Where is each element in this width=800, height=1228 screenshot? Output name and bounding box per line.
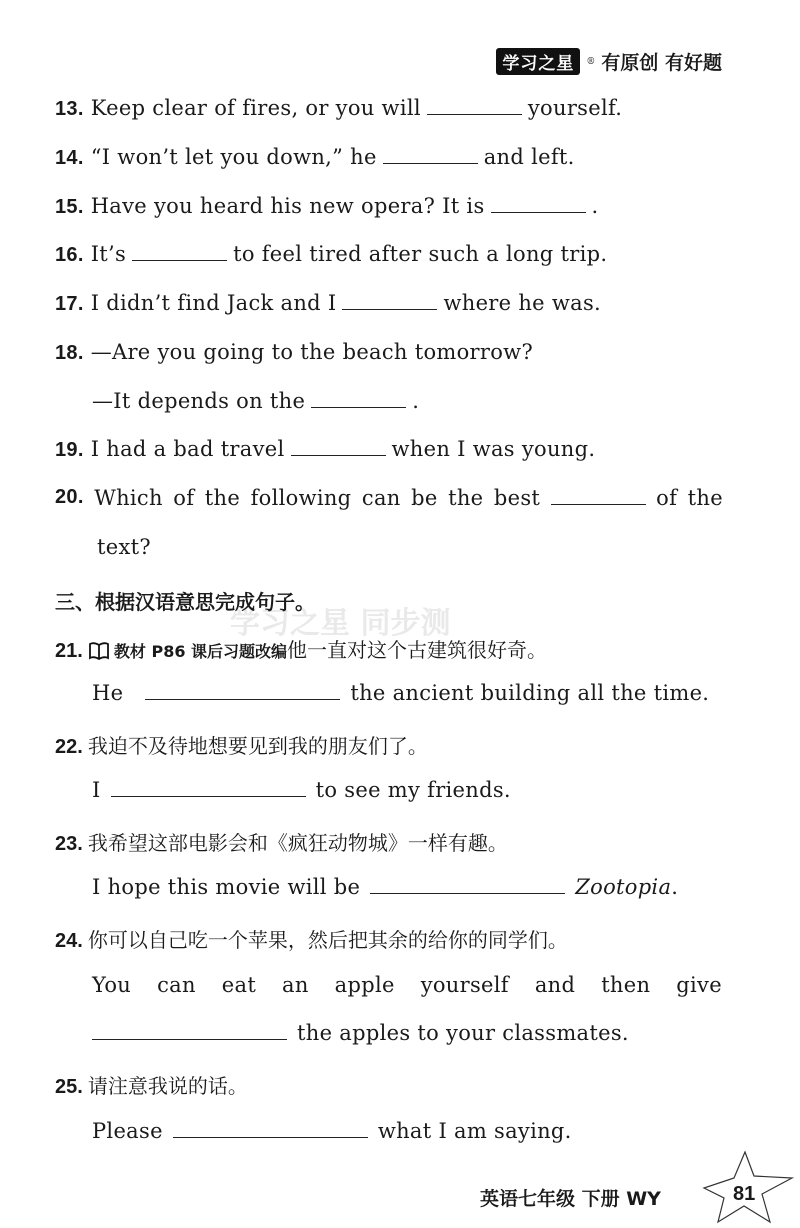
question-21-answer: [92, 681, 709, 705]
question-text: to see my friends.: [315, 778, 511, 802]
brand-slogan: 有原创 有好题: [601, 52, 722, 74]
word: yourself: [420, 973, 509, 997]
question-24-answer-line2: [92, 1021, 629, 1045]
punctuation: .: [671, 875, 679, 899]
word: the: [448, 486, 484, 510]
answer-blank[interactable]: [383, 145, 478, 164]
word: an: [282, 973, 309, 997]
question-text: —Are you going to the beach tomorrow?: [90, 340, 534, 364]
question-19: [55, 437, 595, 462]
answer-blank[interactable]: [132, 242, 227, 261]
answer-blank[interactable]: [311, 389, 406, 408]
question-text: He: [92, 681, 124, 705]
question-23-prompt: [55, 827, 508, 856]
question-14: [55, 145, 575, 170]
word: best: [493, 486, 541, 510]
chinese-sentence: 请注意我说的话。: [87, 1074, 248, 1098]
word: and: [534, 973, 576, 997]
word: give: [676, 973, 722, 997]
source-tag: 教材 P86 课后习题改编: [113, 642, 288, 661]
section-title: 三、根据汉语意思完成句子。: [55, 590, 315, 614]
chinese-sentence: 他一直对这个古建筑很好奇。: [287, 638, 548, 662]
question-number: 18.: [55, 342, 84, 364]
question-25-answer: [92, 1119, 572, 1143]
question-text: the ancient building all the time.: [350, 681, 710, 705]
question-18-reply: [92, 389, 419, 413]
question-text: I: [92, 778, 101, 802]
word: can: [157, 973, 196, 997]
question-13: [55, 96, 622, 121]
question-text: the apples to your classmates.: [297, 1021, 629, 1045]
question-text: and left.: [483, 145, 575, 169]
chinese-sentence: 我迫不及待地想要见到我的朋友们了。: [87, 734, 428, 758]
answer-blank[interactable]: [145, 681, 340, 700]
question-text: I hope this movie will be: [92, 875, 361, 899]
page-number: 81: [733, 1183, 756, 1205]
answer-blank[interactable]: [370, 875, 565, 894]
brand-logo: 学习之星: [496, 48, 580, 75]
question-22-prompt: [55, 730, 428, 759]
word: eat: [221, 973, 257, 997]
question-17: [55, 291, 601, 316]
question-text: when I was young.: [391, 437, 596, 461]
answer-blank[interactable]: [111, 778, 306, 797]
answer-blank[interactable]: [92, 1021, 287, 1040]
question-number: 14.: [55, 147, 84, 169]
question-text: “I won’t let you down,” he: [90, 145, 377, 169]
word: of: [656, 486, 678, 510]
question-24-prompt: [55, 924, 568, 953]
question-number: 20.: [55, 486, 84, 508]
question-number: 25.: [55, 1076, 83, 1098]
word: apple: [334, 973, 395, 997]
question-text: to feel tired after such a long trip.: [233, 242, 608, 266]
question-text: It’s: [90, 242, 127, 266]
word: You: [92, 973, 132, 997]
question-text: .: [591, 194, 599, 218]
question-20: [55, 486, 723, 510]
word: following: [250, 486, 352, 510]
question-number: 16.: [55, 244, 84, 266]
movie-title: Zootopia: [575, 875, 672, 899]
question-number: 23.: [55, 833, 83, 855]
question-23-answer: [92, 875, 678, 899]
word: the: [687, 486, 723, 510]
question-18: [55, 340, 533, 365]
question-text: Have you heard his new opera? It is: [90, 194, 485, 218]
question-text: Please: [92, 1119, 163, 1143]
question-16: [55, 242, 607, 267]
question-text: .: [412, 389, 420, 413]
question-21-prompt: [55, 634, 547, 665]
question-number: 22.: [55, 736, 83, 758]
question-number: 15.: [55, 196, 84, 218]
question-number: 17.: [55, 293, 84, 315]
answer-blank[interactable]: [342, 291, 437, 310]
word: of: [173, 486, 195, 510]
word: be: [411, 486, 438, 510]
word: can: [361, 486, 401, 510]
word: the: [204, 486, 241, 510]
question-text: I had a bad travel: [90, 437, 285, 461]
word: then: [601, 973, 651, 997]
question-25-prompt: [55, 1070, 248, 1099]
answer-blank[interactable]: [551, 486, 646, 505]
book-info: 英语七年级 下册 WY: [480, 1188, 661, 1210]
question-22-answer: [92, 778, 511, 802]
answer-blank[interactable]: [427, 96, 522, 115]
question-number: 24.: [55, 930, 83, 952]
question-24-answer-line1: [92, 973, 722, 997]
chinese-sentence: 我希望这部电影会和《疯狂动物城》一样有趣。: [87, 831, 508, 855]
word: Which: [94, 486, 163, 510]
watermark: 学习之星 同步测: [230, 606, 451, 641]
question-15: [55, 194, 599, 219]
book-icon: [88, 641, 110, 665]
chinese-sentence: 你可以自己吃一个苹果，然后把其余的给你的同学们。: [87, 928, 568, 952]
question-text: where he was.: [443, 291, 602, 315]
question-number: 13.: [55, 98, 84, 120]
question-text: what I am saying.: [377, 1119, 572, 1143]
answer-blank[interactable]: [173, 1119, 368, 1138]
answer-blank[interactable]: [291, 437, 386, 456]
question-text: —It depends on the: [92, 389, 306, 413]
page-header: [496, 48, 722, 75]
question-number: 19.: [55, 439, 84, 461]
question-20-continued: [97, 535, 151, 559]
question-text: I didn’t find Jack and I: [90, 291, 337, 315]
question-text: Keep clear of fires, or you will: [90, 96, 421, 120]
registered-mark: ®: [586, 56, 596, 67]
question-text: yourself.: [527, 96, 623, 120]
answer-blank[interactable]: [491, 194, 586, 213]
question-number: 21.: [55, 640, 83, 662]
question-text: text?: [97, 535, 151, 559]
